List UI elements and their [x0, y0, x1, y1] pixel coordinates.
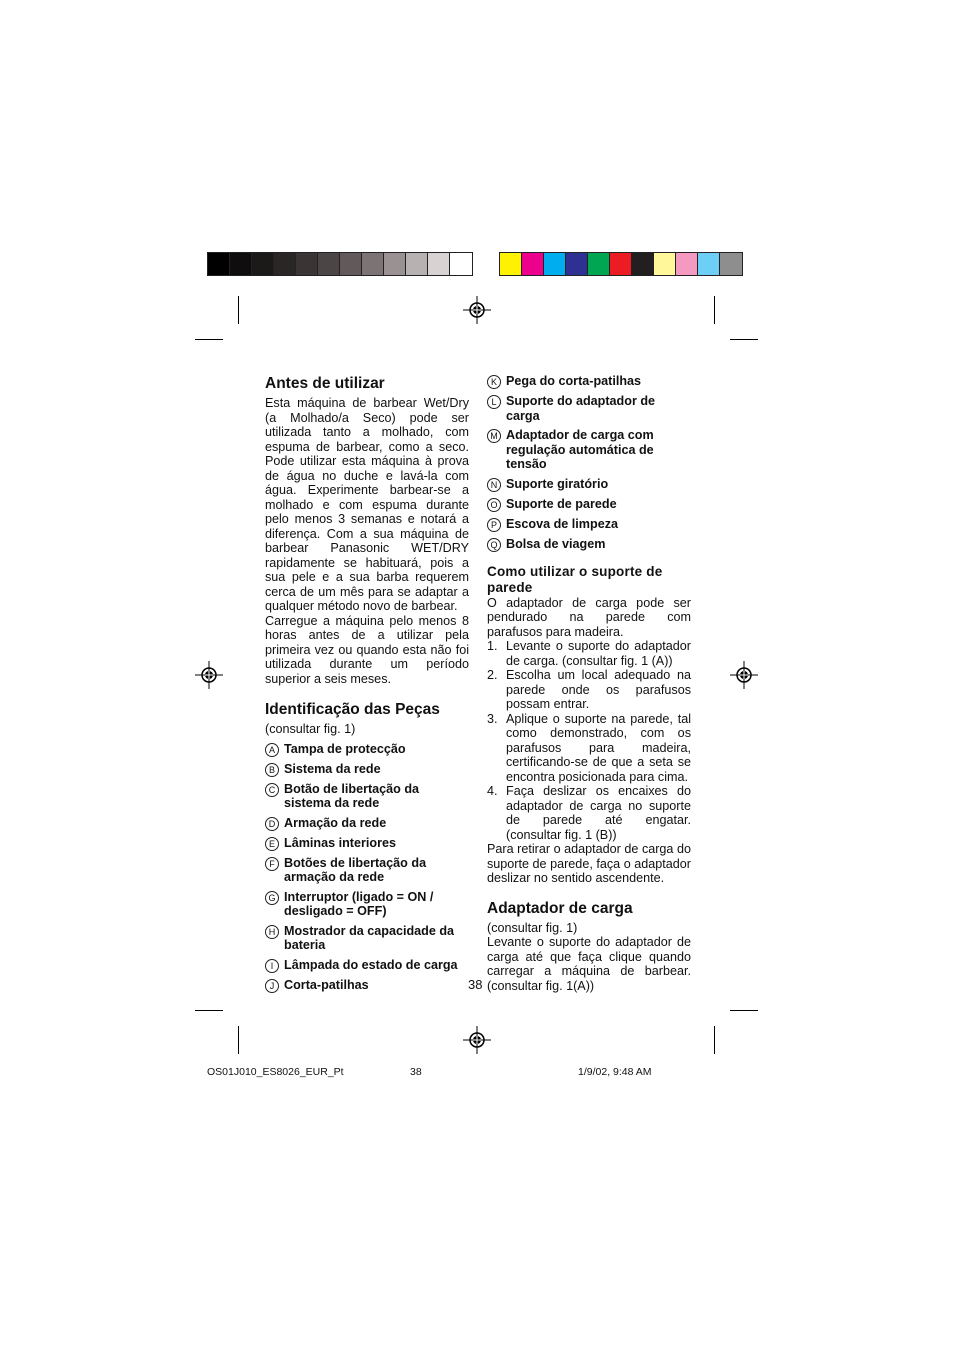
part-item	[487, 374, 691, 389]
part-letter: E	[265, 837, 279, 851]
color-swatch	[566, 253, 588, 275]
color-swatch	[340, 253, 362, 275]
step-item	[487, 784, 691, 842]
part-label: Lâminas interiores	[284, 835, 396, 850]
circled-letter-icon	[265, 782, 284, 811]
step-number: 2.	[487, 668, 498, 682]
crop-mark	[195, 1010, 223, 1011]
figure-reference: (consultar fig. 1)	[265, 722, 356, 736]
color-swatch	[588, 253, 610, 275]
color-swatch	[362, 253, 384, 275]
part-letter: O	[487, 498, 501, 512]
part-label: Corta-patilhas	[284, 977, 369, 992]
part-item	[487, 477, 691, 492]
part-letter: L	[487, 395, 501, 409]
steps-list	[487, 639, 691, 842]
part-letter: J	[265, 979, 279, 993]
circled-letter-icon	[265, 816, 284, 831]
color-swatch	[720, 253, 742, 275]
circled-letter-icon	[265, 958, 284, 973]
part-item	[487, 517, 691, 532]
part-item	[487, 394, 691, 423]
part-label: Adaptador de carga com regulação automática de tensão	[506, 428, 654, 471]
part-label: Sistema da rede	[284, 761, 381, 776]
color-swatch	[230, 253, 252, 275]
circled-letter-icon	[487, 497, 506, 512]
color-swatch	[208, 253, 230, 275]
part-label: Tampa de protecção	[284, 741, 406, 756]
part-label: Botão de libertação da sistema da rede	[284, 781, 420, 810]
part-label: Suporte de parede	[506, 496, 617, 511]
registration-mark-icon	[463, 1026, 491, 1054]
part-item	[487, 428, 691, 472]
circled-letter-icon	[487, 374, 506, 389]
color-swatch	[654, 253, 676, 275]
paragraph: Levante o suporte do adaptador de carga até que faça clique quando carregar a máquina de barbear. (consultar fig. 1(A))	[487, 935, 691, 993]
crop-mark	[714, 1026, 715, 1054]
section-title-antes-de-utilizar: Antes de utilizar	[265, 375, 385, 392]
part-letter: M	[487, 429, 501, 443]
color-swatch	[252, 253, 274, 275]
part-letter: K	[487, 375, 501, 389]
section-title-suporte-parede: Como utilizar o suporte de parede	[487, 563, 663, 595]
step-item	[487, 668, 691, 712]
color-swatch	[296, 253, 318, 275]
part-label: Escova de limpeza	[506, 516, 618, 531]
part-item	[265, 836, 469, 851]
page-number: 38	[468, 977, 483, 992]
color-swatch	[676, 253, 698, 275]
part-item	[265, 958, 469, 973]
color-swatch	[522, 253, 544, 275]
color-swatch	[428, 253, 450, 275]
crop-mark	[238, 296, 239, 324]
color-swatch	[610, 253, 632, 275]
part-item	[265, 762, 469, 777]
registration-mark-icon	[195, 661, 223, 689]
crop-mark	[238, 1026, 239, 1054]
part-item	[265, 890, 469, 919]
part-item	[265, 782, 469, 811]
section-title-identificacao: Identificação das Peças	[265, 701, 440, 718]
color-swatch	[450, 253, 472, 275]
paragraph: Esta máquina de barbear Wet/Dry (a Molhado/a Seco) pode ser utilizada tanto a molhado, com espuma de barbear, como a seco. Pode utilizar esta máquina à prova de água no duche e lavá-la com água. Experimente barbear-se a molhado e com espuma durante pelo menos 3 semanas e notará a diferença. Com a sua máquina de barbear Panasonic WET/DRY rapidamente se habituará, pois a sua pele e a sua barba requerem cerca de um mês para se adaptar a qualquer método novo de barbear.	[265, 396, 469, 613]
part-item	[265, 978, 469, 993]
color-swatch	[632, 253, 654, 275]
footer-file-name: OS01J010_ES8026_EUR_Pt	[207, 1066, 344, 1078]
figure-reference: (consultar fig. 1)	[487, 920, 578, 935]
part-label: Suporte giratório	[506, 476, 609, 491]
color-swatch	[406, 253, 428, 275]
part-letter: A	[265, 743, 279, 757]
color-swatch	[318, 253, 340, 275]
part-letter: I	[265, 959, 279, 973]
circled-letter-icon	[265, 836, 284, 851]
left-column	[265, 375, 469, 993]
circled-letter-icon	[487, 517, 506, 532]
circled-letter-icon	[265, 890, 284, 919]
part-item	[265, 816, 469, 831]
registration-mark-icon	[463, 296, 491, 324]
part-letter: C	[265, 783, 279, 797]
step-text: Aplique o suporte na parede, tal como demonstrado, com os parafusos para madeira, certificando-se de que a seta se encontra posicionada para cima.	[506, 711, 691, 784]
color-swatch	[274, 253, 296, 275]
part-label: Botões de libertação da armação da rede	[284, 855, 427, 884]
part-letter: N	[487, 478, 501, 492]
footer-date: 1/9/02, 9:48 AM	[578, 1066, 652, 1078]
paragraph: O adaptador de carga pode ser pendurado na parede com parafusos para madeira.	[487, 595, 691, 639]
right-column	[487, 369, 691, 993]
section-title-adaptador: Adaptador de carga	[487, 899, 633, 917]
part-item	[487, 497, 691, 512]
process-color-bar	[499, 252, 743, 276]
step-text: Levante o suporte do adaptador de carga. (consultar fig. 1 (A))	[506, 639, 691, 668]
crop-mark	[195, 339, 223, 340]
part-label: Lâmpada do estado de carga	[284, 957, 458, 972]
part-item	[265, 856, 469, 885]
part-label: Armação da rede	[284, 815, 387, 830]
part-item	[265, 742, 469, 757]
color-swatch	[384, 253, 406, 275]
registration-mark-icon	[730, 661, 758, 689]
crop-mark	[730, 339, 758, 340]
grayscale-color-bar	[207, 252, 473, 276]
color-swatch	[698, 253, 720, 275]
color-swatch	[500, 253, 522, 275]
part-label: Mostrador da capacidade da bateria	[284, 923, 455, 952]
part-letter: F	[265, 857, 279, 871]
circled-letter-icon	[265, 978, 284, 993]
crop-mark	[730, 1010, 758, 1011]
part-letter: Q	[487, 538, 501, 552]
parts-list	[265, 742, 469, 993]
circled-letter-icon	[487, 394, 506, 423]
crop-mark	[714, 296, 715, 324]
parts-list	[487, 374, 691, 552]
step-item	[487, 639, 691, 668]
step-text: Faça deslizar os encaixes do adaptador de carga no suporte de parede até engatar. (consultar fig. 1 (B))	[506, 784, 691, 842]
part-letter: G	[265, 891, 279, 905]
footer-page: 38	[410, 1066, 422, 1078]
circled-letter-icon	[487, 428, 506, 472]
step-number: 4.	[487, 784, 498, 798]
part-letter: D	[265, 817, 279, 831]
part-label: Pega do corta-patilhas	[506, 374, 642, 388]
step-number: 1.	[487, 639, 498, 653]
circled-letter-icon	[265, 762, 284, 777]
paragraph: Para retirar o adaptador de carga do suporte de parede, faça o adaptador deslizar no sentido ascendente.	[487, 842, 691, 885]
part-letter: P	[487, 518, 501, 532]
part-item	[265, 924, 469, 953]
part-label: Suporte do adaptador de carga	[506, 394, 656, 423]
part-letter: B	[265, 763, 279, 777]
circled-letter-icon	[265, 924, 284, 953]
step-number: 3.	[487, 711, 498, 726]
paragraph: Carregue a máquina pelo menos 8 horas antes de a utilizar pela primeira vez ou quando esta não foi utilizada durante um período superior a seis meses.	[265, 613, 469, 686]
part-item	[487, 537, 691, 552]
part-label: Interruptor (ligado = ON / desligado = OFF)	[284, 889, 434, 918]
part-label: Bolsa de viagem	[506, 536, 606, 551]
circled-letter-icon	[265, 742, 284, 757]
circled-letter-icon	[487, 537, 506, 552]
circled-letter-icon	[265, 856, 284, 885]
step-text: Escolha um local adequado na parede onde os parafusos possam entrar.	[506, 668, 691, 711]
part-letter: H	[265, 925, 279, 939]
color-swatch	[544, 253, 566, 275]
step-item	[487, 712, 691, 785]
circled-letter-icon	[487, 477, 506, 492]
